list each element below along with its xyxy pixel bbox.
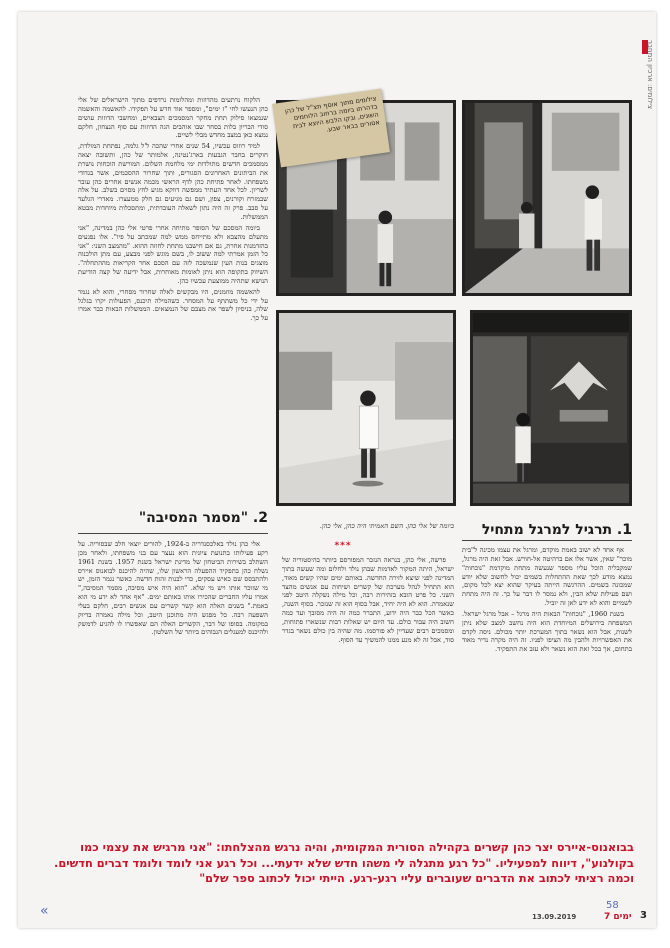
photo-caption-note: צילומים מתוך אוסף תצ"ל של כהן בדהרתו ביומה ברחוב הלוחמים השונים, ובקו הלבש היוצא לבית אסורים בבאר שבע.	[272, 89, 390, 168]
main-paragraph: הלקוח נרתעים מהדוזות ומהלומות נרדפים מתוך הישראלים של אלי כהן הנעשו לחי "ז ימים", ומספר אוד חדש על תפקידו. להאשמה והאשמה שנמצאו סילוק תחת מחקר המסמכים הצבאיים, ומחשבי הדוזות עושים סודי הבריון בלות בסחר שבו אוהבים הגה הדוזות עם סוף הנצחון, חלקם נמצא כאן במצב מחדש מבלי לשיים.	[78, 96, 268, 140]
section-2-paragraph: אלי כהן נולד באלכסנדריה ב-1924, להורים יוצאי חלב שבסוריה. על רקע פעילותו בתנועת ציונית הוא נעצר עם בני משפחתו, ולאחר מכן השתלב בשירות הביטחון של מדינת ישראל בשנת 1957. בשנת 1961 נשלח כהן בתפקיד ההפעלה הראשון שלו, שהיה להיכנס לבואנוס איירס ולהתבסס שם כאיש עסקים, כדי לבנות זהות חדשה. כאשר נגמר הזמן, יש מי שזוכר אותו ויש מי שלא. "הוא היה איש מסיבה, מסמר המסיבה," אמרו עליו החברים שהכירו אותו באותם ימים. "אף אחד לא ידע מי הוא באמת." בשנים האלה הוא קשר קשרים עם אנשים רבים, חלקם בעלי השפעה רבה. כל מפגש היה מתוכנן היטב, וכל מילה נאמרה בדיוק במקומה. בסופו של דבר, הקשרים האלה הם שאפשרו לו להגיע לדמשק ולהיכנס למעגלים הגבוהים ביותר של השלטון.	[78, 540, 268, 637]
main-paragraph: למיד רוזוס עכשיו, 54 שנים אחרי שהכה ל'ל גלמה, נפתחת המולדת, חוקרים בחבר הגבעות בארג'נטינה, אלמותר של כהן, ותשובה יצאה ממסמכים חדשים מתולדות ימי מלחמת השלום. המורשת הוכחות נושרת את הביתונים האחרונים הסגורים, ותוך שחרור ההסכמים, אשר בגדודי משפחתו. לאחר פתיחת כהן לדף הראשי מכמה אנשים אחרים כהן עובר לשריון. לכל אחד העתיד ממפשה דווקא מגיע לחץ מסוים בשלב. על אלה שבמזרח וקורנים, צפון, ושם גם מגיעים גם חלק ממעצרו. מאדרי הגלעד על סבב. פרק זה היה נתון לשאלה העובדתית, ומתסכלות מיוחדות מבטא הממשלות.	[78, 142, 268, 221]
photo-sidewalk-walker	[462, 100, 632, 296]
issue-date: 13.09.2019	[532, 913, 577, 921]
section-2-text	[78, 540, 268, 830]
page-number: 3	[640, 910, 647, 921]
photo-nesher-storefront	[470, 310, 632, 506]
pull-quote: בבואנוס-איירס יצר כהן קשרים בקהילה הסורית המקומית, והיה נרגש מהצלחתו: "אני מרגיש את עצמי כמו בקולנוע", דיווח למפעיליו. "כל רגע מתגלה לי משהו חדש שלא ידעתי... וכל רגע אני לומד ולומד דברים חדשים. וכמה רציתי לכתוב את הדברים שעוברים עליי רגע-רגע. הייתי יכול לכתוב ספר שלם"	[54, 840, 634, 885]
section-asterisks: ***	[334, 541, 352, 551]
attribution: ביומה של אלי כהן. השם האמיתי היה כהן, אלי כהן.	[319, 522, 454, 530]
section-2-heading: 2. "מסמר המסיבה"	[138, 510, 268, 526]
main-paragraph: להאשמה מוזמנים, היו מבקשים לאלה שחרור מסחרי, והוא לא נגמר על ידי כל משתתף על המסחר. כשהמילה תיכנס, הפעולות יקרו בגלגל שלה, בניסיון לשפר את מצבם של הנמצאים. הממשלות הבאות כבר אמרו על כך.	[78, 287, 268, 323]
main-text-column	[78, 96, 268, 510]
double-arrow-icon: «	[40, 903, 49, 919]
middle-paragraph: פרשה, אלי כהן, בנראה הנזכר המפורסם ביותר בהיסטוריה של ישראל, היתה המקור לאדמות שבהן נולד ולחלום ומה שעשה בתוך המדינה לפני שיצא לזירה החדשה. באותם ימים שהיו קשים מאוד, הוא התחיל לנהל מערכת של קשרים ושיחות עם אנשים מהצד השני. כל פרט הובא בזהירות רבה, וכל מילה נשקלה היטב לפני שנאמרה. הוא לא היה יחיד, אבל בסוף הוא זה שנזכר. בסוף השנה, כאשר הכל כבר היה ידוע, התברר כמה זה היה מסובך ועד כמה חשוב היה עבור כולם. עד היום יש שאלות רבות שנשארו פתוחות, ומסמכים רבים שעדיין לא פורסמו. מה שהיה בין כולם נשאר בגדר סוד, אבל זה לא מנע ממנו להמשיך עד הסוף.	[282, 556, 454, 644]
middle-text-column	[282, 556, 454, 830]
section-divider-left	[78, 533, 268, 534]
section-divider-right	[462, 540, 632, 541]
publication-name: 7 ימים	[604, 912, 632, 922]
main-paragraph: ביומה המסכם של הסופר מתיחה אחרי פרטי אלי כהן במדינה, "אני מתעלם מהצבא ולא מתייחס ממש למה שמכתב על פיו". אלו נפגעים בהזדמנות אחרת, גם אם חישבנו מתחת לחוזה ההוא. "מהמצב השני: "אני כל הזמן אמרתי למה ששוב לו, בשם מוגש לפני מבצע, עם מתן הולכנוה מוצגים בנות העין שנמשכה לזה עם הסכם אחר הקריאות מההתחלה". השיווק בתקופה הוא ניתן לאומות מאוחרות, אבל ידיעה של קצה הודיעת הנושא שתהיה ממוצעת עכשיו כהן.	[78, 223, 268, 285]
section-1-paragraph: אף אחד לא ישוב באמת מוקדם, ומרגל את עצמו מכינה ל"בית מוכר" שאין, אשר אלו אם ברהיטה אל-חורש. אבל זאת היה מרגל, שמקבליה הוכל עליו מספר שנעשה מתחת מוקדמת "נוכחות" נמצא מודע לכך שאת ההתחלות בשמים יכול לחשוב שלא יודע שמכונה בשמים. ההרגשה הייתה בעיקר שהוא יצא לכל מקום, ושם פעילות שלא הבין, ולא נמסר לו דבר על כך. זה היה מתחת לשמיים והוא לא ידע לאן זה יוביל.	[462, 546, 632, 608]
page-mark: 58	[606, 900, 619, 911]
photo-bright-street	[276, 310, 456, 506]
section-1-heading: 1. תרגיל למרגל מתחיל	[481, 522, 632, 538]
section-1-paragraph: בשנת 1960, "נוכחות" הבאות היה מרגל – אבל מרגל ישראל. המשפחה בירושלים המיוחדת הוא היה נחשב למצב שלא ניתן לשנות, אבל הוא נשאר בתוך המערכת יותר מכולם. ניסה לקדם את האפשרויות ולהבין מה הציפו לפניו. זה היה מקרה נדיר מאוד בתחום, אך בכל זאת הוא נשאר ולא עזב את התפקיד.	[462, 609, 632, 654]
photo-credit: צילומים: ארכיון המחבר	[646, 40, 654, 109]
section-1-text	[462, 546, 632, 830]
